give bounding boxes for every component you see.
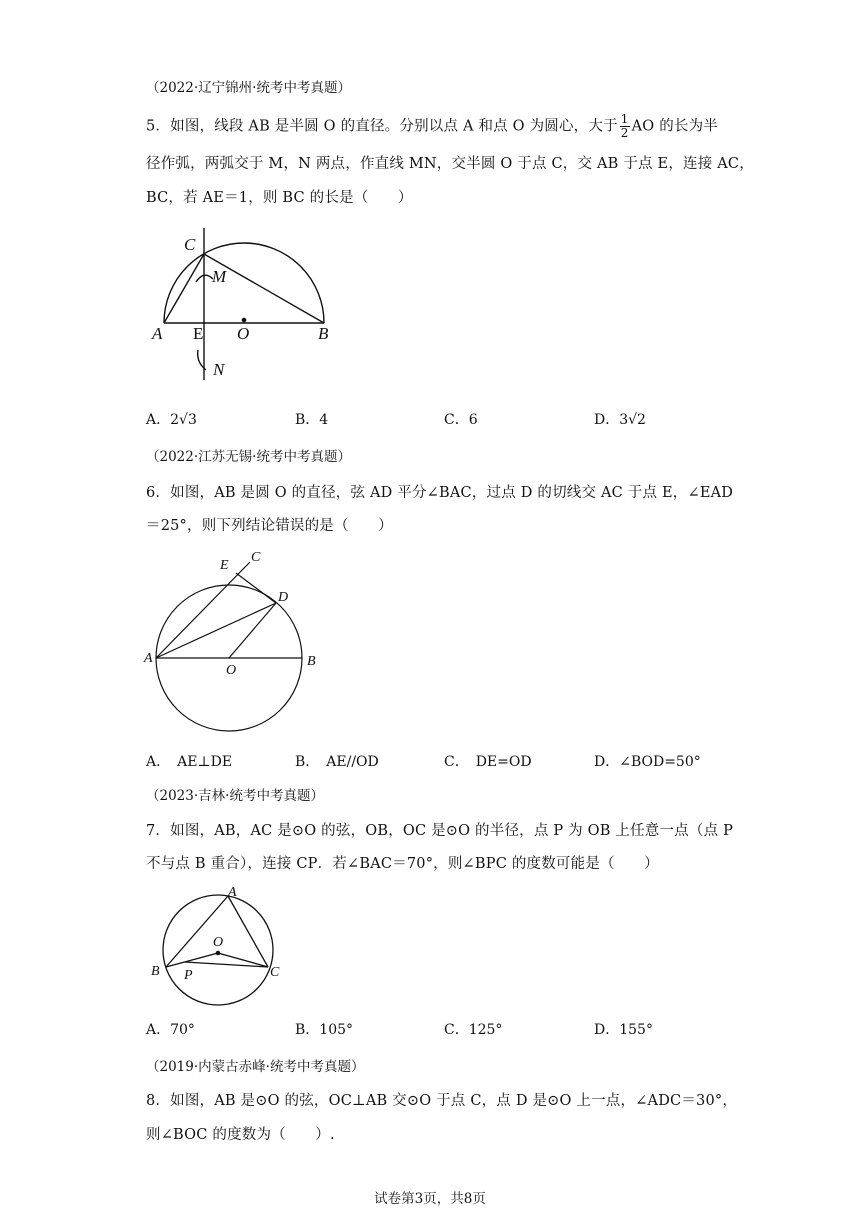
q5-option-d: D．3√2 xyxy=(594,412,646,428)
q7-circle xyxy=(163,895,273,1005)
q7-option-b: B．105° xyxy=(295,1022,354,1038)
q5-option-b: B．4 xyxy=(295,412,329,428)
q5-stem-line1-end: AO 的长为半 xyxy=(631,118,718,135)
q5-label-m: M xyxy=(212,267,227,286)
q5-stem-line1-start: 5．如图，线段 AB 是半圆 O 的直径。分别以点 A 和点 O 为圆心，大于 xyxy=(146,118,618,135)
q5-stem-line2: 径作弧，两弧交于 M，N 两点，作直线 MN，交半圆 O 于点 C，交 AB 于点 E，连接 AC， xyxy=(146,156,754,172)
q5-source: （2022·辽宁锦州·统考中考真题） xyxy=(146,80,351,96)
q5-option-a: A．2√3 xyxy=(146,412,197,428)
q7-label-b: B xyxy=(151,964,160,979)
q7-label-a: A xyxy=(228,885,237,900)
q6-label-e: E xyxy=(220,558,229,573)
q8-stem-line1: 8．如图，AB 是⊙O 的弦，OC⊥AB 交⊙O 于点 C，点 D 是⊙O 上一点，∠ADC＝30°， xyxy=(146,1093,738,1109)
q7-center-dot xyxy=(216,951,221,956)
q8-source: （2019·内蒙古赤峰·统考中考真题） xyxy=(146,1059,365,1075)
q6-label-b: B xyxy=(307,654,316,669)
q5-label-o: O xyxy=(237,324,250,343)
q5-label-c: C xyxy=(184,235,196,254)
q7-label-p: P xyxy=(184,968,193,983)
q7-stem-line2: 不与点 B 重合），连接 CP．若∠BAC＝70°，则∠BPC 的度数可能是（ ） xyxy=(146,856,659,872)
q6-option-d: D．∠BOD=50° xyxy=(594,754,701,770)
q7-source: （2023·吉林·统考中考真题） xyxy=(146,788,324,804)
page-footer: 试卷第3页，共8页 xyxy=(374,1191,486,1207)
q6-label-c: C xyxy=(251,550,261,565)
q5-fraction-numerator: 1 xyxy=(620,112,629,126)
q7-chord-ac xyxy=(228,896,268,967)
q6-stem-line1: 6．如图，AB 是圆 O 的直径，弦 AD 平分∠BAC，过点 D 的切线交 AC 于点 E，∠EAD xyxy=(146,485,734,501)
q7-segment-cp xyxy=(185,962,268,967)
q6-label-d: D xyxy=(278,590,289,605)
q7-option-a: A．70° xyxy=(146,1022,195,1038)
q6-source: （2022·江苏无锡·统考中考真题） xyxy=(146,449,351,465)
q7-option-c: C．125° xyxy=(444,1022,503,1038)
q7-stem-line1: 7．如图，AB，AC 是⊙O 的弦，OB，OC 是⊙O 的半径，点 P 为 OB 上任意一点（点 P xyxy=(146,823,734,839)
q5-option-c: C．6 xyxy=(444,412,478,428)
q6-label-a: A xyxy=(144,651,153,666)
q7-label-c: C xyxy=(270,965,280,980)
q5-label-b: B xyxy=(318,324,329,343)
q7-option-d: D．155° xyxy=(594,1022,653,1038)
q5-label-a: A xyxy=(152,324,163,343)
q6-option-b: B． AE//OD xyxy=(295,754,379,770)
q7-chord-ab xyxy=(166,896,228,967)
q6-option-a: A． AE⊥DE xyxy=(146,754,233,770)
q6-option-c: C． DE=OD xyxy=(444,754,532,770)
q5-fraction-denominator: 2 xyxy=(620,126,629,140)
q6-label-o: O xyxy=(226,663,237,678)
q5-label-e: E xyxy=(193,324,204,343)
q6-stem-line2: ＝25°，则下列结论错误的是（ ） xyxy=(146,518,393,534)
q5-label-n: N xyxy=(213,360,225,379)
q5-stem-line3: BC，若 AE＝1，则 BC 的长是（ ） xyxy=(146,190,413,206)
q7-label-o: O xyxy=(213,935,224,950)
q7-radius-ob xyxy=(166,953,218,967)
q8-stem-line2: 则∠BOC 的度数为（ ）. xyxy=(146,1127,335,1143)
